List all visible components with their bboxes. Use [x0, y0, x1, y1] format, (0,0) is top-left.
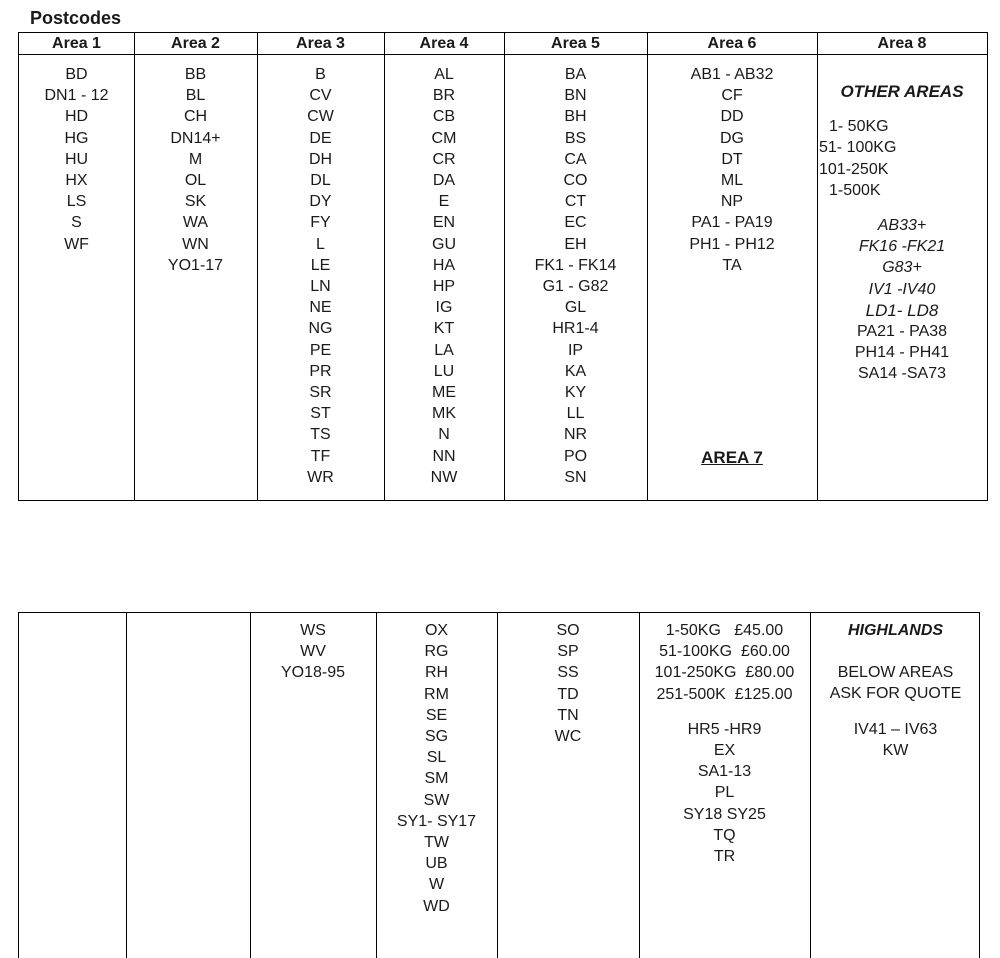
- postcode: WD: [423, 897, 450, 915]
- postcode: YO18-95: [280, 664, 346, 682]
- postcode: AB1 - AB32: [690, 66, 774, 83]
- area-3-continued: [250, 620, 376, 684]
- area-7-label: AREA 7: [701, 448, 763, 467]
- quote-note: BELOW AREAS: [837, 664, 954, 682]
- postcode: FK16 -FK21: [858, 238, 946, 256]
- postcode: MK: [432, 405, 456, 423]
- header-area-3: Area 3: [296, 35, 345, 52]
- postcode: BH: [564, 108, 587, 126]
- postcode: SS: [557, 664, 579, 682]
- area-2-list: [134, 64, 257, 276]
- header-area-8: Area 8: [877, 35, 927, 52]
- postcode: BD: [65, 66, 88, 83]
- header-area-1: Area 1: [52, 35, 101, 52]
- postcode: LD1- LD8: [865, 300, 939, 320]
- postcode: HA: [432, 256, 456, 274]
- postcode: LA: [434, 341, 454, 359]
- postcode: CM: [431, 129, 457, 147]
- postcode: NN: [432, 447, 456, 465]
- postcode: SA14 -SA73: [857, 365, 947, 383]
- postcode: AL: [434, 66, 454, 83]
- price-band: 251-500K £125.00: [656, 685, 793, 703]
- postcode: CW: [307, 108, 334, 126]
- postcode: RG: [424, 643, 449, 661]
- postcode: CB: [432, 108, 456, 126]
- postcode: EH: [564, 235, 587, 253]
- postcode: HX: [65, 172, 88, 190]
- postcode: DN14+: [170, 129, 221, 147]
- postcode: BS: [564, 129, 587, 147]
- postcode: IG: [435, 299, 453, 317]
- postcode: BA: [564, 66, 587, 83]
- postcode: EN: [432, 214, 456, 232]
- postcode: FK1 - FK14: [534, 256, 617, 274]
- column-divider: [126, 613, 127, 958]
- weight-band: 1-500K: [829, 181, 881, 199]
- postcode: TA: [722, 256, 742, 274]
- postcode: PA21 - PA38: [856, 323, 948, 341]
- other-areas-heading: OTHER AREAS: [840, 82, 964, 101]
- postcode: NP: [720, 193, 744, 211]
- price-band: 51-100KG £60.00: [659, 643, 790, 661]
- postcode: UB: [425, 855, 448, 873]
- postcode: DE: [309, 129, 332, 147]
- postcode: HG: [64, 129, 89, 147]
- postcode: NW: [430, 468, 458, 486]
- postcode: BN: [564, 87, 587, 105]
- postcode: BB: [184, 66, 207, 83]
- postcode: DT: [721, 150, 743, 168]
- postcode: NG: [308, 320, 333, 338]
- weight-band: 1- 50KG: [829, 118, 889, 136]
- postcode: WC: [554, 728, 582, 746]
- area-6-list: [647, 64, 817, 276]
- postcode: SM: [424, 770, 449, 788]
- postcode: TF: [310, 447, 331, 465]
- postcode: E: [438, 193, 450, 211]
- postcode: PE: [309, 341, 332, 359]
- postcode: DD: [720, 108, 744, 126]
- postcode: TN: [557, 706, 579, 724]
- postcode: DA: [432, 172, 456, 190]
- postcode: TD: [557, 685, 579, 703]
- postcode: NE: [309, 299, 332, 317]
- postcode: PA1 - PA19: [691, 214, 773, 232]
- postcode: SG: [424, 728, 449, 746]
- postcode: B: [315, 66, 326, 83]
- postcode: NR: [563, 426, 588, 444]
- postcode: SO: [556, 622, 580, 639]
- area-8-list: [817, 81, 987, 385]
- postcode: BR: [432, 87, 456, 105]
- postcode: TQ: [713, 826, 736, 844]
- postcode: PO: [563, 447, 588, 465]
- price-band: 1-50KG £45.00: [665, 622, 784, 639]
- postcode: HR5 -HR9: [687, 720, 762, 738]
- table-header-row: [19, 33, 987, 55]
- area-7-list: [639, 620, 810, 867]
- postcode: SY1- SY17: [396, 812, 477, 830]
- header-area-2: Area 2: [171, 35, 220, 52]
- postcode: CA: [564, 150, 587, 168]
- postcode: OL: [184, 172, 207, 190]
- postcode: N: [438, 426, 450, 444]
- postcode: SY18 SY25: [683, 805, 766, 823]
- postcode: DH: [308, 150, 333, 168]
- postcode: WR: [307, 468, 334, 486]
- postcode: BL: [185, 87, 206, 105]
- postcode: HD: [64, 108, 89, 126]
- postcode: CF: [721, 87, 743, 105]
- header-area-6: Area 6: [707, 35, 757, 52]
- postcode: WA: [182, 214, 209, 232]
- postcode: LE: [310, 256, 331, 274]
- postcode: LS: [66, 193, 87, 211]
- postcode: TR: [713, 848, 736, 866]
- postcode: GU: [432, 235, 456, 253]
- postcode: KT: [433, 320, 455, 338]
- postcode: SN: [564, 468, 587, 486]
- postcode: LL: [566, 405, 585, 423]
- postcode: DG: [720, 129, 744, 147]
- postcode: LN: [310, 278, 331, 296]
- price-band: 101-250KG £80.00: [654, 664, 795, 682]
- postcode: S: [71, 214, 82, 232]
- postcode: WV: [300, 643, 326, 661]
- postcode: CO: [563, 172, 588, 190]
- postcode: SE: [425, 706, 448, 724]
- weight-band: 51- 100KG: [819, 139, 897, 157]
- postcode: IV41 – IV63: [853, 720, 938, 738]
- postcode: PL: [714, 784, 735, 802]
- postcode: CT: [564, 193, 587, 211]
- highlands-heading: HIGHLANDS: [847, 622, 944, 639]
- postcode: KY: [564, 384, 587, 402]
- postcode: KA: [564, 362, 587, 380]
- postcode: M: [188, 150, 203, 168]
- postcode: HP: [432, 278, 456, 296]
- postcode: PR: [309, 362, 332, 380]
- postcode: WF: [64, 235, 89, 253]
- postcode: FY: [310, 214, 331, 232]
- postcode: SA1-13: [697, 763, 752, 781]
- postcode: CH: [183, 108, 208, 126]
- postcode: EX: [713, 742, 736, 760]
- postcode: TS: [310, 426, 331, 444]
- postcode: G83+: [882, 259, 922, 277]
- postcode-table-top: [18, 32, 988, 501]
- postcode: EC: [564, 214, 587, 232]
- area-4-list: [384, 64, 504, 488]
- postcode: PH14 - PH41: [854, 344, 950, 362]
- postcode: TW: [424, 834, 449, 852]
- postcode: DN1 - 12: [44, 87, 109, 105]
- postcode: AB33+: [877, 217, 927, 235]
- postcode: WN: [182, 235, 209, 253]
- postcode: ST: [310, 405, 331, 423]
- postcode: DY: [309, 193, 332, 211]
- postcode: HU: [64, 150, 89, 168]
- weight-band: 101-250K: [819, 160, 889, 178]
- area-5-list: [504, 64, 647, 488]
- postcode: SR: [309, 384, 332, 402]
- postcode: SL: [426, 749, 447, 767]
- postcode: PH1 - PH12: [689, 235, 775, 253]
- postcode: ML: [720, 172, 744, 190]
- postcode: IV1 -IV40: [868, 280, 936, 298]
- postcode: YO1-17: [167, 256, 224, 274]
- postcode-table-bottom: [18, 612, 980, 958]
- postcode: L: [316, 235, 325, 253]
- postcode: G1 - G82: [542, 278, 609, 296]
- postcode: RH: [424, 664, 449, 682]
- postcode: HR1-4: [552, 320, 599, 338]
- postcode: ME: [432, 384, 456, 402]
- postcode: SP: [557, 643, 579, 661]
- postcode: SW: [423, 791, 450, 809]
- postcode: WS: [300, 622, 326, 639]
- postcode: DL: [310, 172, 331, 190]
- postcode: OX: [424, 622, 449, 639]
- postcode: RM: [424, 685, 449, 703]
- area-1-list: [19, 64, 134, 255]
- area-4-continued: [376, 620, 497, 917]
- highlands-list: [810, 620, 981, 761]
- postcode: IP: [567, 341, 584, 359]
- header-area-4: Area 4: [419, 35, 469, 52]
- page-title: Postcodes: [30, 8, 122, 28]
- postcode: KW: [882, 741, 909, 759]
- quote-note: ASK FOR QUOTE: [829, 685, 962, 703]
- postcode: SK: [184, 193, 207, 211]
- postcode: GL: [564, 299, 587, 317]
- postcode: W: [428, 876, 445, 894]
- area-5-continued: [497, 620, 639, 747]
- postcode: CR: [432, 150, 456, 168]
- postcode: LU: [433, 362, 455, 380]
- postcode: CV: [309, 87, 332, 105]
- header-area-5: Area 5: [551, 35, 600, 52]
- area-3-list: [257, 64, 384, 488]
